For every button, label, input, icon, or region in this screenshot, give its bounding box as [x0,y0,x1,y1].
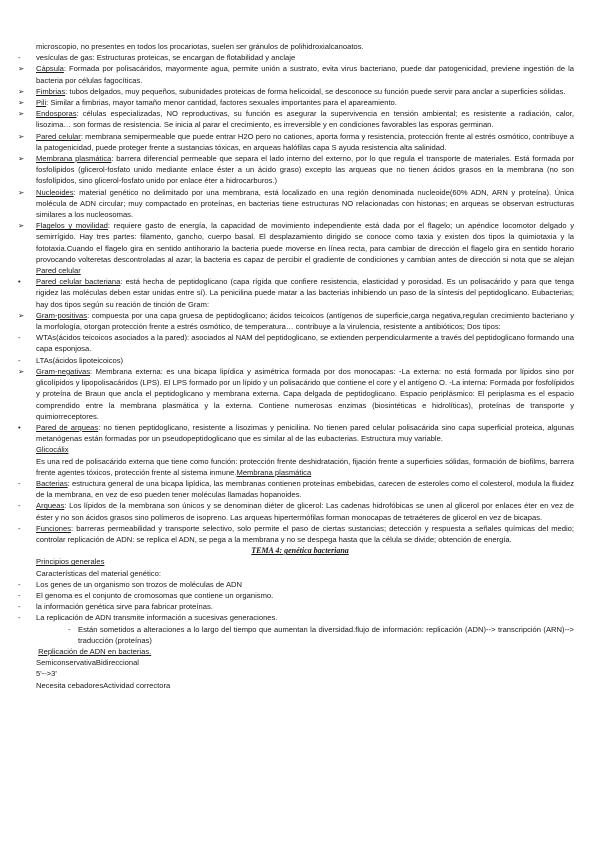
glicocalix-paragraph [0,456,600,478]
dot-bullet: • [18,422,21,432]
arrow-bullet-icon: ➢ [18,86,25,96]
list-item [0,52,600,63]
term: Pared celular [36,131,81,141]
replicacion-heading [0,646,600,657]
list-item-gram-negativas [0,366,600,422]
heading: Replicación de ADN en bacterias. [38,646,152,656]
dot-bullet: • [18,277,21,287]
list-item-pared-bacteriana [0,276,600,310]
definition: : barreras permeabilidad y transporte selectivo, solo permite el paso de ciertas sustancias; detección y respuesta a señales químicas del medio; controlar replicación de ADN: se replica el ADN, se pega a la membrana y no se despega hasta que la célula se divide; obtención de energía. [36,523,574,544]
term: Nucleoides [36,187,74,197]
list-item-nucleoides [0,187,600,221]
list-item-pili [0,97,600,108]
dash-bullet: - [18,602,21,612]
heading-inline: Pared celular [36,266,81,276]
text-line: La replicación de ADN transmite información a sucesivas generaciones. [36,613,278,623]
list-item-nested [0,624,600,646]
term: Pared de arqueas [36,422,99,432]
definition: : Formada por polisacáridos, mayormente agua, permite unión a sustrato, evita virus bacteriano, puede dar patogenicidad, previene ingestión de la bacteria por células fagocíticas. [36,64,574,85]
arrow-bullet-icon: ➢ [18,109,25,119]
list-item-endosporas [0,108,600,130]
list-item-bacterias [0,478,600,500]
definition: : membrana semipermeable que puede entrar H2O pero no cationes, aporta forma y resistencia, protección frente al estrés osmótico, contribuye a la patogenicidad, puede proteger frente a sustancias tóxicas, en arqueas halófilas capa S ayuda resistencia alta salinidad. [36,131,574,152]
text-line: Necesita cebadoresActividad correctora [36,680,171,690]
text-line: El genoma es el conjunto de cromosomas que contiene un organismo. [36,590,274,600]
definition: : estructura general de una bicapa lipídica, las membranas contienen proteínas embebidas, carecen de esteroles como el colesterol, modula la fluidez de la membrana, en vez de eso pueden tener moléculas llamadas hopanoides. [36,478,574,500]
dash-bullet: - [18,613,21,623]
arrow-bullet-icon: ➢ [18,366,25,376]
definition: : células especializadas, NO reproductivas, su función es asegurar la supervivencia en tensión ambiental; es resistente a radiación, calor, lisozima… son formas de resistencia. Se inicia al parar el crecimiento, es irreversible y en condiciones favorables las esporas germinan. [36,109,574,130]
term: Arqueas [36,501,65,511]
dash-bullet: - [18,579,21,589]
heading: Glicocálix [36,445,69,455]
arrow-bullet-icon: ➢ [18,310,25,320]
list-item [0,601,600,612]
list-item [0,612,600,623]
dash-bullet: - [18,355,21,365]
definition: : Similar a fimbrias, mayor tamaño menor cantidad, factores sexuales importantes para el apareamiento. [46,98,397,108]
dash-bullet: - [18,478,21,488]
list-item [0,579,600,590]
text-line: 5'-->3' [36,669,57,679]
term: Pared celular bacteriana [36,277,121,287]
text-line: Están sometidos a alteraciones a lo largo del tiempo que aumentan la diversidad.flujo de información: replicación (ADN)--> transcripción (ARN)--> traducción (proteínas) [78,624,574,645]
term: Gram-negativas [36,366,91,376]
list-item-membrana [0,153,600,187]
dash-bullet: - [18,501,21,511]
list-item-pared [0,131,600,153]
term: Funciones [36,523,72,533]
dash-bullet: - [18,53,21,63]
definition: : requiere gasto de energía, la capacidad de movimiento independiente está dada por el flagelo; un apéndice locomotor delgado y semirrígido. Hay tres partes: filamento, gancho, cuerpo basal. El desplazamiento dirigido se conoce como taxia y existen dos tipos la quimiotaxia y la fototaxia.Cuando el flagelo gira en sentido antihorario la bacteria puede moverse en línea recta, para cambiar de dirección el flagelo gira en sentido horario provocando volteretas descontroladas al azar; la bacteria es capaz de percibir el gradiente de condiciones y cambian antes de dirección si nota que se alejan [36,221,575,264]
definition: : está hecha de peptidoglicano (capa rígida que confiere resistencia, elasticidad y porosidad. Es un polisacárido y para que tenga rigidez las moléculas deben estar unidas entre sí). La penicilina puede matar a las bacterias inhibiendo un paso de la síntesis del peptidoglicano. Eubacterias; hay dos tipos según su reación de tinción de Gram: [36,277,574,309]
text-line: LTAs(ácidos lipoteicoicos) [36,355,124,365]
dash-bullet: - [18,333,21,343]
list-item-flagelos [0,220,600,276]
text-line: Los genes de un organismo son trozos de moléculas de ADN [36,579,242,589]
text-line: vesículas de gas: Estructuras proteicas, se encargan de flotabilidad y anclaje [36,53,296,63]
term: Bacterias [36,478,68,488]
term: Endosporas [36,109,77,119]
arrow-bullet-icon: ➢ [18,221,25,231]
definition: : material genético no delimitado por una membrana, está localizado en una región denominada nucleoide(60% ADN, ARN y proteína). Única molécula de ADN circular; muy compactado en proteínas, en bacterias tiene estructuras NO relacionadas con histonas; en arqueas se observan estructuras similares a los nucleosomas. [36,187,574,220]
definition: : no tienen peptidoglicano, resistente a lisozimas y penicilina. No tienen pared celular polisacárida sino capa superficial proteica, algunas metanógenas están formadas por un pseudopeptidoglicano que es similar al de las eubacterias. Estructura muy variable. [36,422,574,444]
term: Flagelos y movilidad [36,221,108,231]
definition: Es una red de polisacárido externa que tiene como función: protección frente deshidratación, fijación frente a superficies sólidas, formación de biofilms, barrera frente agentes tóxicos, protección frente al sistema inmune. [36,456,574,477]
section-title: TEMA 4: genética bacteriana [251,546,349,556]
dash-bullet: - [18,590,21,600]
dash-bullet: - [68,624,71,634]
list-item-lta [0,355,600,366]
term: Gram-positivas [36,310,88,320]
dash-bullet: - [18,523,21,533]
term: Pili [36,98,47,108]
arrow-bullet-icon: ➢ [18,131,25,141]
definition: : compuesta por una capa gruesa de peptidoglicano; ácidos teicoicos (antígenos de superficie,carga negativa,regulan crecimiento bacteriano y la morfología, otorgan protección frente a estrés osmótico, de temperatura… contribuye a la virulencia, resistente a antibióticos; Dos tipos: [36,310,574,332]
term: Cápsula [36,64,64,74]
heading: Principios generales [36,557,105,567]
list-item-wta [0,332,600,354]
glicocalix-heading [0,444,600,455]
definition: : Membrana externa: es una bicapa lipídica y asimétrica formada por dos monocapas: -La externa: no está formada por lípidos sino por glicolípidos y lipopolisacáridos (LPS). El LPS formado por un lípido y un polisacárido que contiene el core y el antígeno O. -La interna: Formada por fosfolípidos y proteína de Braun que ancla el peptidoglicano y membrana externa. Capa delgada de peptidoglicano. Espacio periplásmico: El periplasma es el espacio comprendido entre la membrana plasmática y la externa. Contiene numerosas enzimas (biosintéticas e hidrolíticas), proteínas de transporte y quimiorreceptores. [36,366,574,421]
arrow-bullet-icon: ➢ [18,64,25,74]
list-item-gram-positivas [0,310,600,332]
arrow-bullet-icon: ➢ [18,154,25,164]
term: Membrana plasmática [36,154,112,164]
term: Fimbrias [36,86,66,96]
arrow-bullet-icon: ➢ [18,98,25,108]
definition: : barrera diferencial permeable que separa el lado interno del externo, por lo que regula el transporte de materiales. Está formada por fosfolípidos (glicerol-fosfato unido mediante enlace éster a un ácido graso) excepto las arqueas que no tienen ácidos grasos en la membrana (no son fosfolípidos, sino glicerol-fosfato unido por enlace éter a hidrocarburos.) [36,154,575,186]
heading-inline: Membrana plasmática [236,467,312,477]
list-item-arqueas [0,500,600,522]
list-item [0,590,600,601]
list-item-fimbrias [0,86,600,97]
definition: : tubos delgados, muy pequeños, subunidades proteicas de forma helicoidal, se desconoce su función puede servir para anclar a superficies sólidas. [65,86,566,96]
paragraph [0,41,600,52]
list-item-pared-arqueas [0,422,600,444]
arrow-bullet-icon: ➢ [18,187,25,197]
text-line: SemiconservativaBidireccional [36,658,139,668]
text-line: la información genética sirve para fabricar proteínas. [36,602,213,612]
text-line: WTAs(ácidos teicoicos asociados a la pared): asociados al NAM del peptidoglicano, se extienden perpendicularmente a través del peptidoglicano formando una capa esponjosa. [36,333,574,354]
principios-heading [0,556,600,567]
list-item-capsula [0,63,600,85]
definition: : Los lípidos de la membrana son únicos y se denominan diéter de glicerol: Las cadenas hidrofóbicas se unen al glicerol por enlaces éter en vez de éster y no son ácidos grasos sino polímeros de isopreno. Las arqueas hipertermófilas forman monocapas de tetraéteres de glicerol en vez de bicapas. [36,501,574,522]
text-line: microscopio, no presentes en todos los procariotas, suelen ser gránulos de polihidroxialcanoatos. [36,42,364,51]
caracteristicas-line: Características del material genético: [36,568,161,578]
list-item-funciones [0,523,600,545]
